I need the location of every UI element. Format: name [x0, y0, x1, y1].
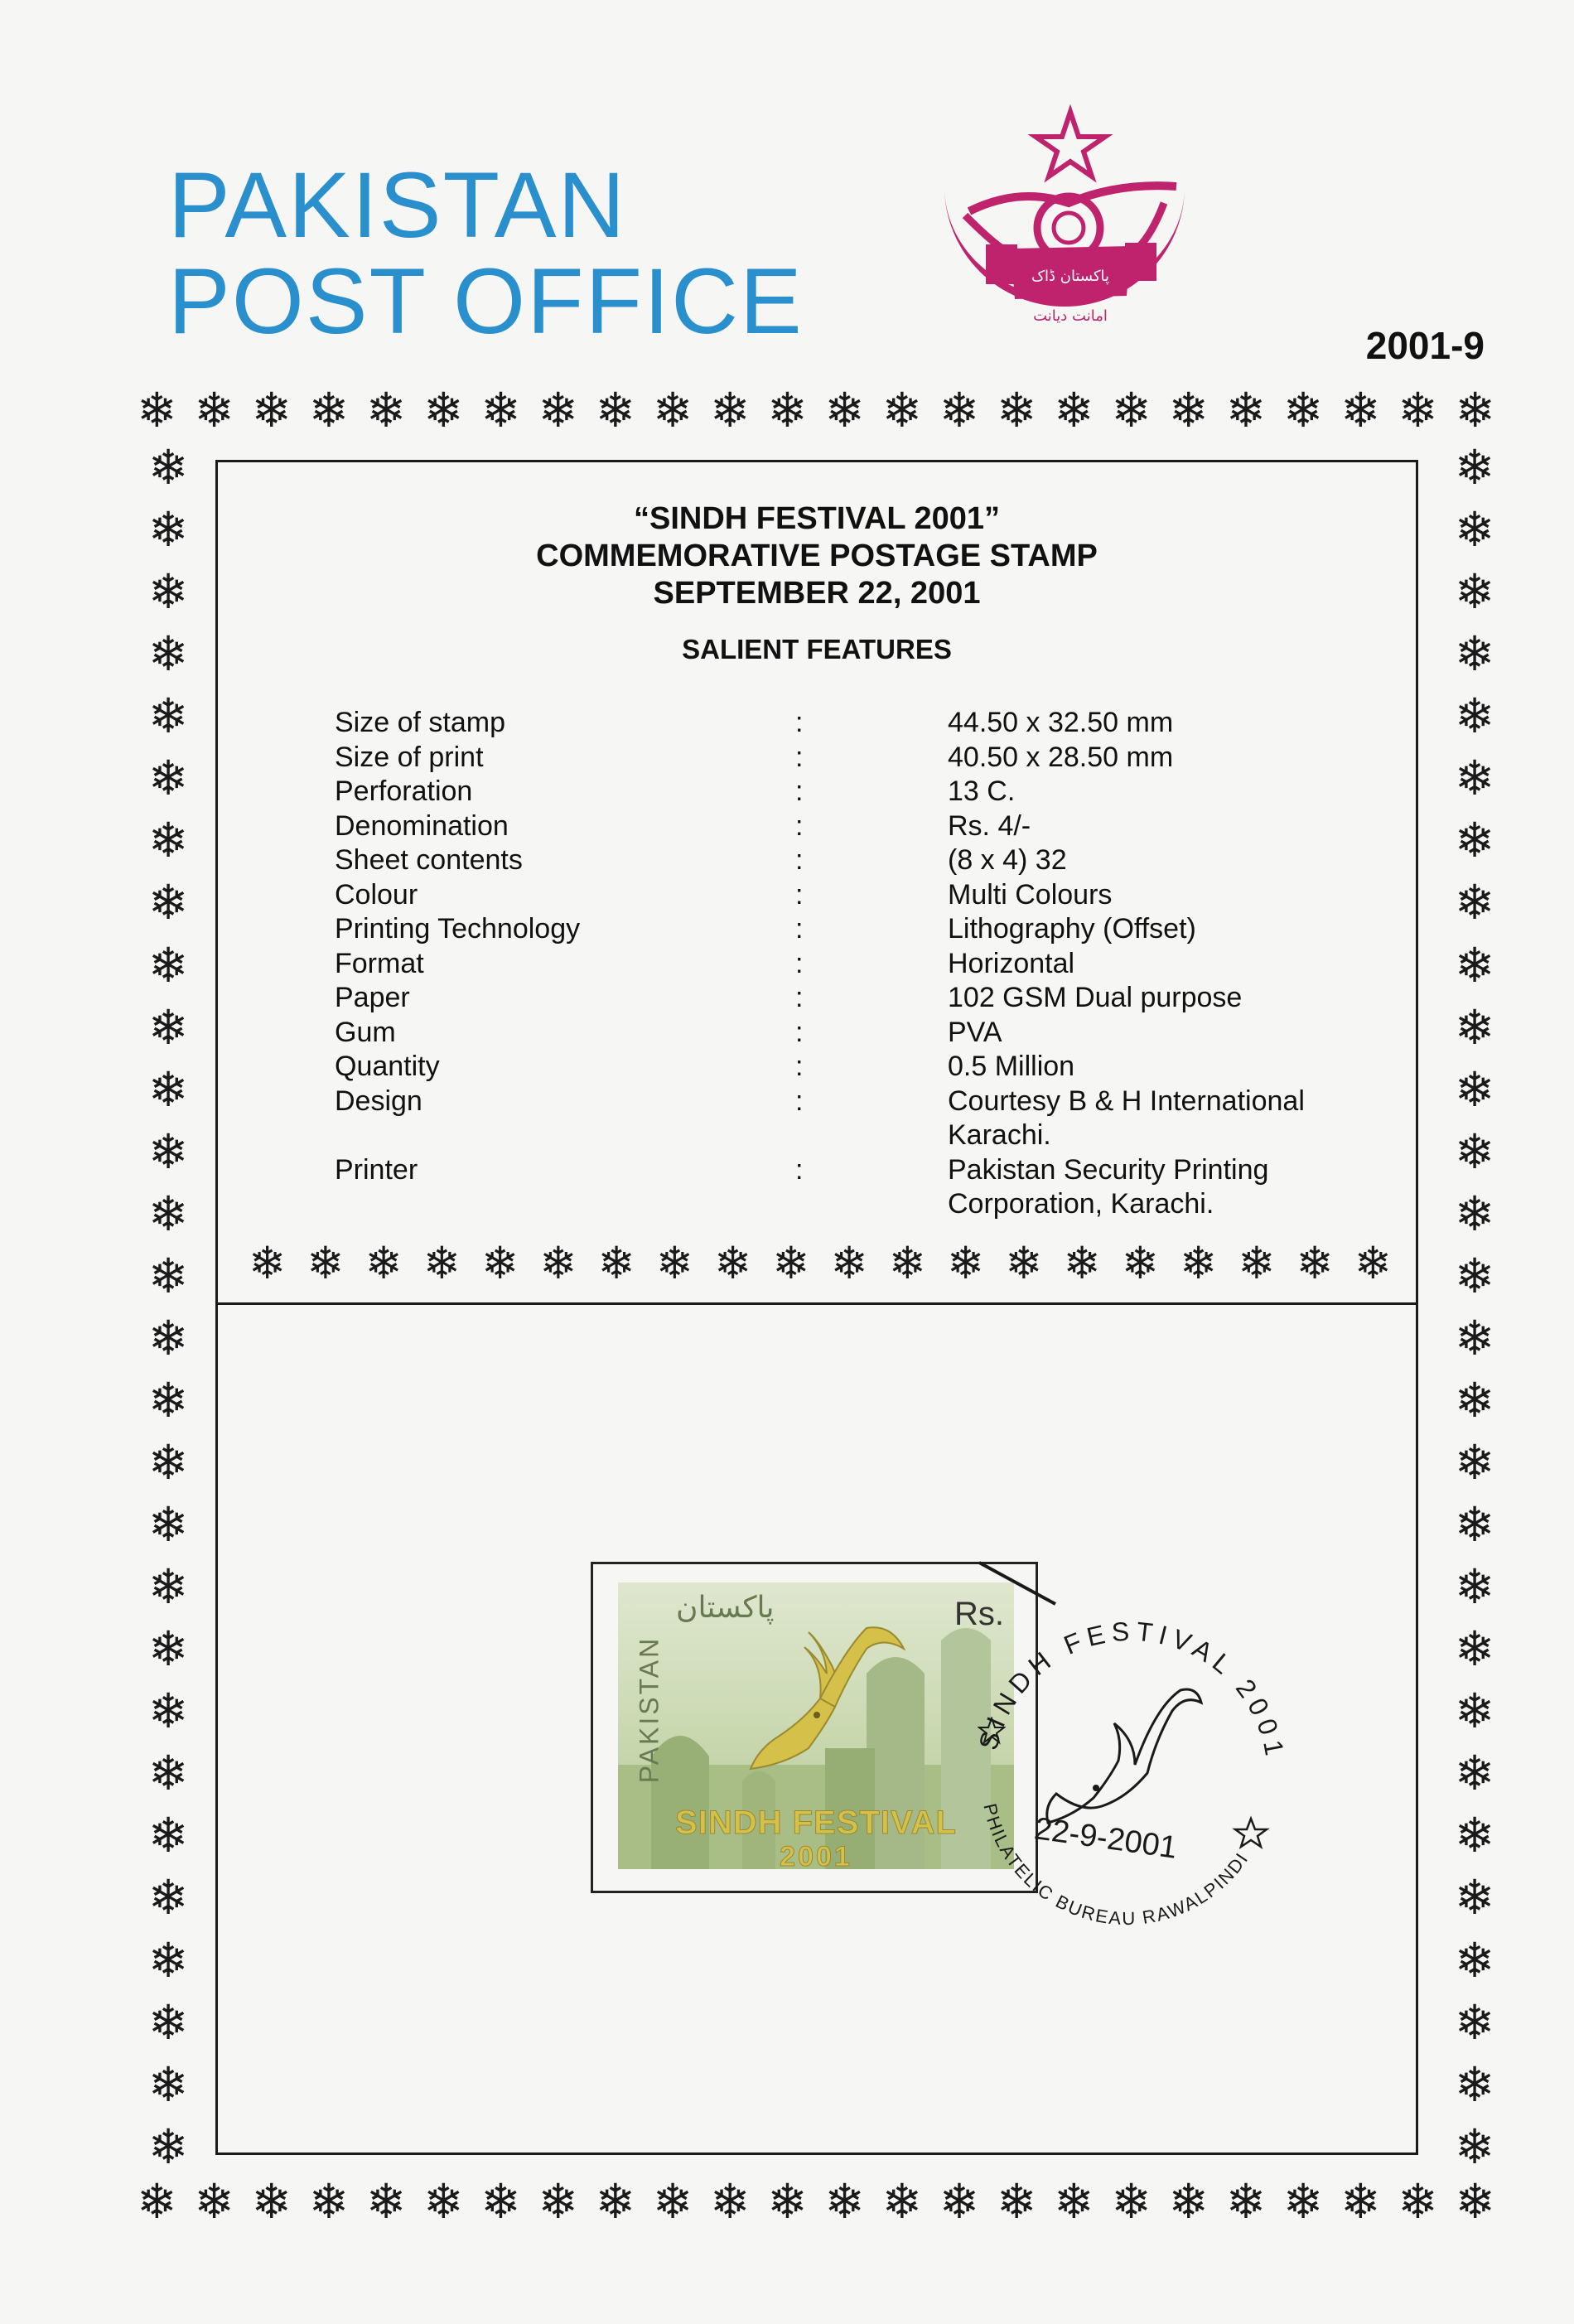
snowflake-icon: ❄	[147, 1185, 189, 1242]
feature-label: Printing Technology	[335, 913, 581, 945]
snowflake-icon: ❄	[709, 2173, 751, 2230]
snowflake-icon: ❄	[1454, 1123, 1495, 1180]
svg-text:SINDH FESTIVAL 2001	[973, 1616, 1291, 1764]
stamp-country: PAKISTAN	[634, 1635, 664, 1784]
snowflake-icon: ❄	[996, 2173, 1037, 2230]
snowflake-icon: ❄	[147, 1496, 189, 1553]
snowflake-icon: ❄	[538, 2173, 578, 2230]
snowflake-icon: ❄	[1454, 998, 1495, 1056]
snowflake-icon: ❄	[147, 1683, 189, 1740]
snowflake-icon: ❄	[1296, 1237, 1334, 1289]
snowflake-icon: ❄	[1454, 1496, 1495, 1553]
snowflake-icon: ❄	[772, 1237, 810, 1289]
snowflake-icon: ❄	[147, 1123, 189, 1180]
snowflake-icon: ❄	[947, 1237, 985, 1289]
feature-value	[948, 981, 1412, 1016]
snowflake-icon: ❄	[147, 1869, 189, 1926]
stamp-urdu-country: پاکستان	[676, 1591, 775, 1625]
snowflake-border-top	[137, 381, 1495, 439]
snowflake-icon: ❄	[147, 2118, 189, 2175]
snowflake-icon: ❄	[1054, 382, 1094, 438]
snowflake-icon: ❄	[824, 382, 865, 438]
snowflake-icon: ❄	[881, 2173, 923, 2230]
snowflake-icon: ❄	[1340, 382, 1381, 438]
snowflake-icon: ❄	[1168, 2173, 1209, 2230]
feature-separator: :	[795, 982, 804, 1013]
snowflake-icon: ❄	[1454, 2056, 1495, 2113]
snowflake-icon: ❄	[652, 2173, 693, 2230]
snowflake-icon: ❄	[709, 382, 751, 438]
feature-row	[335, 912, 1412, 947]
snowflake-icon: ❄	[147, 1558, 189, 1616]
issue-date-heading: SEPTEMBER 22, 2001	[653, 576, 981, 611]
feature-value	[948, 741, 1412, 775]
snowflake-icon: ❄	[1398, 2173, 1438, 2230]
feature-label: Sheet contents	[335, 844, 523, 876]
feature-separator: :	[795, 913, 804, 945]
snowflake-icon: ❄	[1454, 1309, 1495, 1366]
stamp-denomination: Rs.	[954, 1596, 1004, 1632]
snowflake-icon: ❄	[1005, 1237, 1043, 1289]
feature-separator: :	[795, 775, 804, 807]
snowflake-icon: ❄	[1454, 750, 1495, 807]
panel-divider	[215, 1302, 1418, 1305]
feature-value-line: Multi Colours	[948, 878, 1113, 911]
snowflake-icon: ❄	[1238, 1237, 1276, 1289]
snowflake-icon: ❄	[1454, 1185, 1495, 1242]
feature-label: Size of stamp	[335, 707, 505, 738]
postmark-bottom-text: PHILATELIC BUREAU RAWALPINDI	[979, 1801, 1253, 1930]
snowflake-icon: ❄	[1454, 1061, 1495, 1118]
snowflake-icon: ❄	[1454, 439, 1495, 495]
stamp-subtitle-heading: COMMEMORATIVE POSTAGE STAMP	[536, 539, 1098, 573]
snowflake-icon: ❄	[422, 1237, 461, 1289]
snowflake-icon: ❄	[1454, 874, 1495, 931]
feature-value-line: Karachi.	[948, 1119, 1051, 1151]
snowflake-icon: ❄	[147, 1807, 189, 1864]
svg-text:پاکستان ڈاک: پاکستان ڈاک	[1031, 268, 1110, 285]
feature-row	[335, 947, 1412, 982]
snowflake-icon: ❄	[595, 382, 636, 438]
feature-value-line: 40.50 x 28.50 mm	[948, 741, 1174, 773]
snowflake-icon: ❄	[1454, 1931, 1495, 1988]
feature-row	[335, 775, 1412, 809]
snowflake-icon: ❄	[365, 2173, 407, 2230]
brand-title-line2: POST OFFICE	[168, 249, 804, 353]
snowflake-icon: ❄	[1454, 1371, 1495, 1428]
snowflake-icon: ❄	[1282, 382, 1324, 438]
snowflake-icon: ❄	[1354, 1237, 1392, 1289]
cancel-line-icon	[976, 1558, 1059, 1607]
feature-separator: :	[795, 741, 804, 773]
snowflake-icon: ❄	[147, 1061, 189, 1118]
snowflake-icon: ❄	[147, 1247, 189, 1304]
feature-row	[335, 1050, 1412, 1085]
snowflake-icon: ❄	[1180, 1237, 1218, 1289]
snowflake-icon: ❄	[147, 936, 189, 993]
snowflake-icon: ❄	[1225, 382, 1267, 438]
feature-value-line: PVA	[948, 1016, 1002, 1048]
snowflake-icon: ❄	[1454, 1247, 1495, 1304]
feature-value	[948, 809, 1412, 844]
snowflake-icon: ❄	[881, 382, 923, 438]
snowflake-icon: ❄	[308, 2173, 350, 2230]
snowflake-icon: ❄	[1454, 1621, 1495, 1678]
salient-features-table	[335, 706, 1412, 1222]
snowflake-icon: ❄	[147, 626, 189, 683]
snowflake-icon: ❄	[194, 2173, 234, 2230]
snowflake-icon: ❄	[137, 2173, 177, 2230]
snowflake-icon: ❄	[1455, 382, 1495, 438]
snowflake-icon: ❄	[1454, 812, 1495, 869]
feature-value-line: Pakistan Security Printing	[948, 1153, 1269, 1186]
snowflake-icon: ❄	[888, 1237, 926, 1289]
snowflake-icon: ❄	[365, 1237, 403, 1289]
snowflake-icon: ❄	[830, 1237, 868, 1289]
snowflake-icon: ❄	[422, 2173, 464, 2230]
snowflake-icon: ❄	[147, 1745, 189, 1802]
feature-label: Colour	[335, 878, 418, 911]
snowflake-icon: ❄	[1282, 2173, 1324, 2230]
feature-label: Size of print	[335, 741, 484, 773]
feature-label: Printer	[335, 1153, 418, 1186]
snowflake-icon: ❄	[595, 2173, 636, 2230]
snowflake-icon: ❄	[251, 382, 292, 438]
snowflake-icon: ❄	[996, 382, 1037, 438]
stamp-year: 2001	[780, 1841, 852, 1869]
feature-value-line: 44.50 x 32.50 mm	[948, 707, 1174, 738]
snowflake-icon: ❄	[422, 382, 464, 438]
feature-value	[948, 912, 1412, 947]
snowflake-icon: ❄	[1455, 2173, 1495, 2230]
postmark-date: 22-9-2001	[1031, 1811, 1180, 1866]
snowflake-icon: ❄	[1225, 2173, 1267, 2230]
feature-row	[335, 981, 1412, 1016]
snowflake-icon: ❄	[137, 382, 177, 438]
feature-separator: :	[795, 1016, 804, 1048]
snowflake-icon: ❄	[251, 2173, 292, 2230]
snowflake-icon: ❄	[767, 382, 808, 438]
snowflake-icon: ❄	[147, 750, 189, 807]
snowflake-icon: ❄	[655, 1237, 693, 1289]
feature-row	[335, 809, 1412, 844]
snowflake-icon: ❄	[1063, 1237, 1101, 1289]
snowflake-icon: ❄	[480, 2173, 521, 2230]
feature-row	[335, 878, 1412, 913]
feature-value-line: Lithography (Offset)	[948, 913, 1196, 945]
feature-value-line: 13 C.	[948, 775, 1016, 807]
feature-value-line: Horizontal	[948, 947, 1075, 979]
snowflake-icon: ❄	[147, 688, 189, 745]
feature-row	[335, 1153, 1412, 1222]
snowflake-icon: ❄	[1054, 2173, 1094, 2230]
feature-separator: :	[795, 947, 804, 979]
snowflake-icon: ❄	[147, 998, 189, 1056]
feature-separator: :	[795, 844, 804, 876]
salient-features-heading: SALIENT FEATURES	[682, 634, 952, 664]
snowflake-icon: ❄	[365, 382, 407, 438]
snowflake-icon: ❄	[147, 874, 189, 931]
feature-separator: :	[795, 1153, 804, 1186]
postmark-star-icon	[978, 1717, 1006, 1745]
snowflake-icon: ❄	[1398, 382, 1438, 438]
feature-row	[335, 1085, 1412, 1153]
snowflake-icon: ❄	[147, 439, 189, 495]
feature-value-line: Rs. 4/-	[948, 809, 1031, 842]
snowflake-icon: ❄	[539, 1237, 577, 1289]
feature-value-line: Courtesy B & H International	[948, 1085, 1305, 1117]
snowflake-icon: ❄	[147, 1993, 189, 2051]
postmark-top-text: SINDH FESTIVAL 2001	[973, 1616, 1291, 1764]
svg-text:PHILATELIC BUREAU RAWALPINDI	[979, 1801, 1253, 1929]
snowflake-icon: ❄	[147, 1434, 189, 1491]
feature-value-line: 0.5 Million	[948, 1051, 1075, 1082]
snowflake-icon: ❄	[1454, 1869, 1495, 1926]
snowflake-icon: ❄	[1454, 936, 1495, 993]
snowflake-icon: ❄	[481, 1237, 519, 1289]
snowflake-icon: ❄	[1454, 1745, 1495, 1802]
snowflake-icon: ❄	[1454, 1558, 1495, 1616]
snowflake-icon: ❄	[1121, 1237, 1159, 1289]
snowflake-icon: ❄	[480, 382, 521, 438]
feature-value-line: 102 GSM Dual purpose	[948, 982, 1243, 1013]
feature-label: Quantity	[335, 1051, 440, 1082]
snowflake-icon: ❄	[1111, 2173, 1152, 2230]
snowflake-border-bottom	[137, 2172, 1495, 2230]
issue-number: 2001-9	[1365, 324, 1485, 367]
brand-title	[168, 153, 804, 353]
feature-label: Perforation	[335, 775, 473, 807]
feature-label: Format	[335, 947, 424, 979]
feature-label: Design	[335, 1085, 422, 1117]
feature-value	[948, 947, 1412, 982]
stamp-festival-title: SINDH FESTIVAL	[675, 1805, 957, 1841]
snowflake-icon: ❄	[249, 1237, 287, 1289]
feature-value	[948, 878, 1412, 913]
snowflake-icon: ❄	[1168, 382, 1209, 438]
feature-value	[948, 1016, 1412, 1051]
feature-value	[948, 1153, 1412, 1222]
feature-row	[335, 1016, 1412, 1051]
cancellation-postmark-icon	[949, 1599, 1313, 1964]
feature-value	[948, 1085, 1412, 1153]
feature-value-line: (8 x 4) 32	[948, 844, 1067, 876]
snowflake-icon: ❄	[1454, 1434, 1495, 1491]
snowflake-icon: ❄	[714, 1237, 752, 1289]
feature-separator: :	[795, 1085, 804, 1117]
post-office-emblem-icon	[911, 104, 1201, 360]
brand-title-line1: PAKISTAN	[168, 153, 627, 257]
snowflake-icon: ❄	[824, 2173, 865, 2230]
snowflake-icon: ❄	[147, 1931, 189, 1988]
snowflake-icon: ❄	[1454, 563, 1495, 621]
snowflake-icon: ❄	[1340, 2173, 1381, 2230]
snowflake-icon: ❄	[147, 1371, 189, 1428]
feature-row	[335, 843, 1412, 878]
feature-value	[948, 1050, 1412, 1085]
feature-separator: :	[795, 707, 804, 738]
feature-value	[948, 843, 1412, 878]
snowflake-icon: ❄	[1454, 626, 1495, 683]
feature-value	[948, 706, 1412, 741]
snowflake-icon: ❄	[652, 382, 693, 438]
snowflake-icon: ❄	[147, 1309, 189, 1366]
stamp-title-heading: “SINDH FESTIVAL 2001”	[633, 501, 1001, 536]
snowflake-border-left	[139, 439, 197, 2175]
feature-value	[948, 775, 1412, 809]
feature-label: Denomination	[335, 809, 509, 842]
snowflake-icon: ❄	[1454, 688, 1495, 745]
snowflake-border-right	[1446, 439, 1504, 2175]
snowflake-icon: ❄	[147, 812, 189, 869]
snowflake-icon: ❄	[308, 382, 350, 438]
snowflake-icon: ❄	[147, 1621, 189, 1678]
feature-separator: :	[795, 878, 804, 911]
snowflake-icon: ❄	[538, 382, 578, 438]
snowflake-icon: ❄	[147, 563, 189, 621]
snowflake-icon: ❄	[147, 2056, 189, 2113]
feature-value-line: Corporation, Karachi.	[948, 1188, 1214, 1220]
snowflake-icon: ❄	[597, 1237, 635, 1289]
feature-separator: :	[795, 809, 804, 842]
snowflake-icon: ❄	[939, 2173, 980, 2230]
snowflake-icon: ❄	[1454, 1807, 1495, 1864]
snowflake-icon: ❄	[1454, 1683, 1495, 1740]
snowflake-icon: ❄	[307, 1237, 345, 1289]
snowflake-icon: ❄	[767, 2173, 808, 2230]
snowflake-icon: ❄	[1454, 1993, 1495, 2051]
snowflake-icon: ❄	[1454, 501, 1495, 558]
snowflake-border-inner	[249, 1234, 1392, 1292]
svg-text:امانت دیانت: امانت دیانت	[1033, 307, 1108, 325]
feature-row	[335, 741, 1412, 775]
snowflake-icon: ❄	[147, 501, 189, 558]
snowflake-icon: ❄	[939, 382, 980, 438]
feature-label: Paper	[335, 982, 410, 1013]
snowflake-icon: ❄	[1111, 382, 1152, 438]
feature-label: Gum	[335, 1016, 396, 1048]
snowflake-icon: ❄	[194, 382, 234, 438]
feature-row	[335, 706, 1412, 741]
snowflake-icon: ❄	[1454, 2118, 1495, 2175]
feature-separator: :	[795, 1051, 804, 1082]
